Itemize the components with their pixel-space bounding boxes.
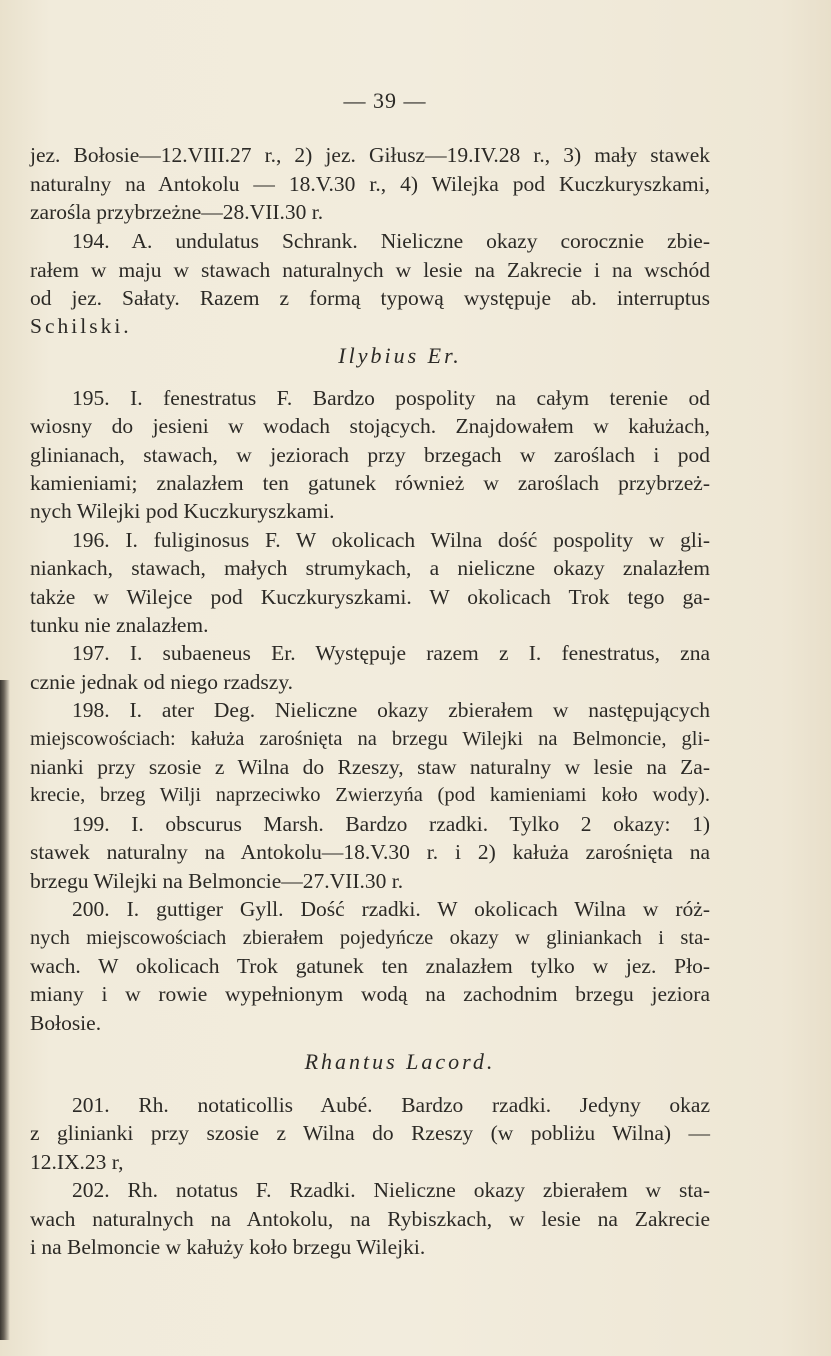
- text-line: od jez. Sałaty. Razem z formą typową występuje ab. interruptus: [30, 286, 710, 310]
- book-spine-shadow: [0, 680, 10, 1340]
- text-line: 196. I. fuliginosus F. W okolicach Wilna dość pospolity w gli-: [72, 528, 710, 552]
- text-line: 197. I. subaeneus Er. Występuje razem z I. fenestratus, zna: [72, 641, 710, 665]
- text-line: miany i w rowie wypełnionym wodą na zachodnim brzegu jeziora: [30, 982, 710, 1006]
- text-line: nianki przy szosie z Wilna do Rzeszy, staw naturalny w lesie na Za-: [30, 755, 710, 779]
- text-line: Bołosie.: [30, 1011, 102, 1035]
- text-line: z glinianki przy szosie z Wilna do Rzeszy (w pobliżu Wilna) —: [30, 1121, 710, 1145]
- text-line: 201. Rh. notaticollis Aubé. Bardzo rzadki. Jedyny okaz: [72, 1093, 710, 1117]
- text-line: 202. Rh. notatus F. Rzadki. Nieliczne okazy zbierałem w sta-: [72, 1178, 710, 1202]
- genus-heading-ilybius: Ilybius Er.: [338, 343, 462, 368]
- text-line: cznie jednak od niego rzadszy.: [30, 670, 294, 694]
- text-line: Schilski.: [30, 314, 132, 338]
- text-line: krecie, brzeg Wilji naprzeciwko Zwierzyńa (pod kamieniami koło wody).: [30, 784, 710, 806]
- text-line: miejscowościach: kałuża zarośnięta na brzegu Wilejki na Belmoncie, gli-: [30, 728, 710, 750]
- text-line: wach naturalnych na Antokolu, na Rybiszkach, w lesie na Zakrecie: [30, 1207, 710, 1231]
- text-line: rałem w maju w stawach naturalnych w lesie na Zakrecie i na wschód: [30, 258, 710, 282]
- text-line: stawek naturalny na Antokolu—18.V.30 r. i 2) kałuża zarośnięta na: [30, 840, 710, 864]
- text-line: wach. W okolicach Trok gatunek ten znalazłem tylko w jez. Pło-: [30, 954, 710, 978]
- text-line: glinianach, stawach, w jeziorach przy brzegach w zaroślach i pod: [30, 443, 710, 467]
- text-line: nych Wilejki pod Kuczkuryszkami.: [30, 499, 335, 523]
- text-line: i na Belmoncie w kałuży koło brzegu Wilejki.: [30, 1235, 426, 1259]
- text-line: 198. I. ater Deg. Nieliczne okazy zbierałem w następujących: [72, 698, 710, 722]
- text-line: 12.IX.23 r,: [30, 1150, 124, 1174]
- page-number: — 39 —: [343, 88, 427, 113]
- text-line: zarośla przybrzeżne—28.VII.30 r.: [30, 200, 324, 224]
- text-line: wiosny do jesieni w wodach stojących. Znajdowałem w kałużach,: [30, 414, 710, 438]
- text-line: kamieniami; znalazłem ten gatunek również w zaroślach przybrzeż-: [30, 471, 710, 495]
- text-line: nych miejscowościach zbierałem pojedyńcze okazy w gliniankach i sta-: [30, 927, 710, 949]
- text-line: jez. Bołosie—12.VIII.27 r., 2) jez. Giłusz—19.IV.28 r., 3) mały stawek: [30, 143, 710, 167]
- text-line: także w Wilejce pod Kuczkuryszkami. W okolicach Trok tego ga-: [30, 585, 710, 609]
- text-line: 195. I. fenestratus F. Bardzo pospolity na całym terenie od: [72, 386, 710, 410]
- text-line: naturalny na Antokolu — 18.V.30 r., 4) Wilejka pod Kuczkuryszkami,: [30, 172, 710, 196]
- text-line: tunku nie znalazłem.: [30, 613, 209, 637]
- text-line: niankach, stawach, małych strumykach, a nieliczne okazy znalazłem: [30, 556, 710, 580]
- text-line: 199. I. obscurus Marsh. Bardzo rzadki. Tylko 2 okazy: 1): [72, 812, 710, 836]
- genus-heading-rhantus: Rhantus Lacord.: [304, 1049, 496, 1074]
- text-line: brzegu Wilejki na Belmoncie—27.VII.30 r.: [30, 869, 404, 893]
- text-line: 194. A. undulatus Schrank. Nieliczne okazy corocznie zbie-: [72, 229, 710, 253]
- text-line: 200. I. guttiger Gyll. Dość rzadki. W okolicach Wilna w róż-: [72, 897, 710, 921]
